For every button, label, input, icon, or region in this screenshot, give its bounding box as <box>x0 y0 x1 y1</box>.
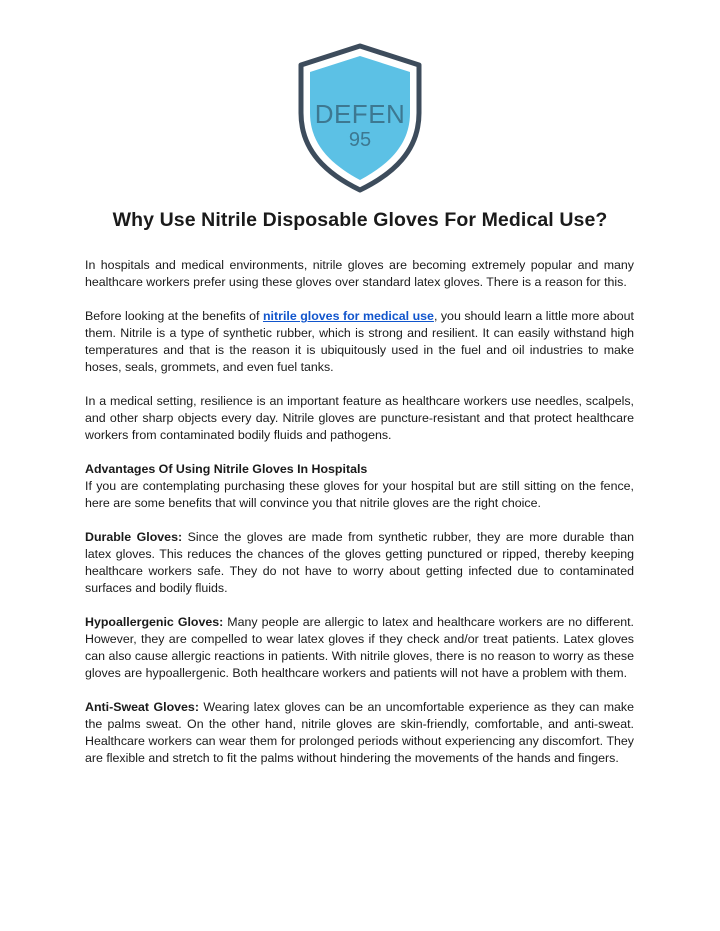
shield-logo-icon <box>297 43 423 193</box>
durable-label: Durable Gloves: <box>85 530 183 544</box>
intro-paragraph: In hospitals and medical environments, nitrile gloves are becoming extremely popular and many healthcare workers prefer using these gloves over standard latex gloves. There is a reason for this. <box>85 258 634 289</box>
advantages-intro: If you are contemplating purchasing these gloves for your hospital but are still sitting on the fence, here are some benefits that will convince you that nitrile gloves are the right choice. <box>85 479 634 510</box>
nitrile-paragraph <box>85 308 634 376</box>
page-title: Why Use Nitrile Disposable Gloves For Medical Use? <box>112 209 608 231</box>
advantages-heading: Advantages Of Using Nitrile Gloves In Hospitals <box>85 462 368 476</box>
nitrile-text-before: Before looking at the benefits of <box>85 309 263 323</box>
durable-paragraph <box>85 529 634 597</box>
advantages-section <box>85 461 634 512</box>
nitrile-gloves-link[interactable]: nitrile gloves for medical use <box>262 309 434 323</box>
article-body <box>85 257 634 767</box>
antisweat-label: Anti-Sweat Gloves: <box>85 700 199 714</box>
antisweat-text: Wearing latex gloves can be an uncomfortable experience as they can make the palms sweat. On the other hand, nitrile gloves are skin-friendly, comfortable, and anti-sweat. Healthcare workers can wear them for prolonged periods without experiencing any discomfort. They are flexible and stretch to fit the palms without hindering the movements of the hands and fingers. <box>85 700 634 765</box>
logo-line1: DEFEN <box>314 99 406 129</box>
hypoallergenic-text: Many people are allergic to latex and healthcare workers are no different. However, they are compelled to wear latex gloves if they check and/or treat patients. Latex gloves can also cause allergic reactions in patients. With nitrile gloves, there is no reason to worry as these gloves are hypoallergenic. Both healthcare workers and patients will not have a problem with them. <box>85 615 634 680</box>
nitrile-text-after: , you should learn a little more about them. Nitrile is a type of synthetic rubber, which is strong and resilient. It can easily withstand high temperatures and that is the reason it is ubiquitously used in the fuel and oil industries to make hoses, seals, grommets, and even fuel tanks. <box>85 309 634 374</box>
logo-line2: 95 <box>348 129 372 151</box>
hypoallergenic-paragraph <box>85 614 634 682</box>
resilience-paragraph: In a medical setting, resilience is an important feature as healthcare workers use needles, scalpels, and other sharp objects every day. Nitrile gloves are puncture-resistant and that protect healthcare workers from contaminated bodily fluids and pathogens. <box>85 394 634 442</box>
logo <box>297 43 423 193</box>
antisweat-paragraph <box>85 699 634 767</box>
durable-text: Since the gloves are made from synthetic rubber, they are more durable than latex gloves. This reduces the chances of the gloves getting punctured or ripped, thereby keeping healthcare workers safe. They do not have to worry about getting infected due to contaminated surfaces and bodily fluids. <box>85 530 634 595</box>
hypoallergenic-label: Hypoallergenic Gloves: <box>85 615 224 629</box>
